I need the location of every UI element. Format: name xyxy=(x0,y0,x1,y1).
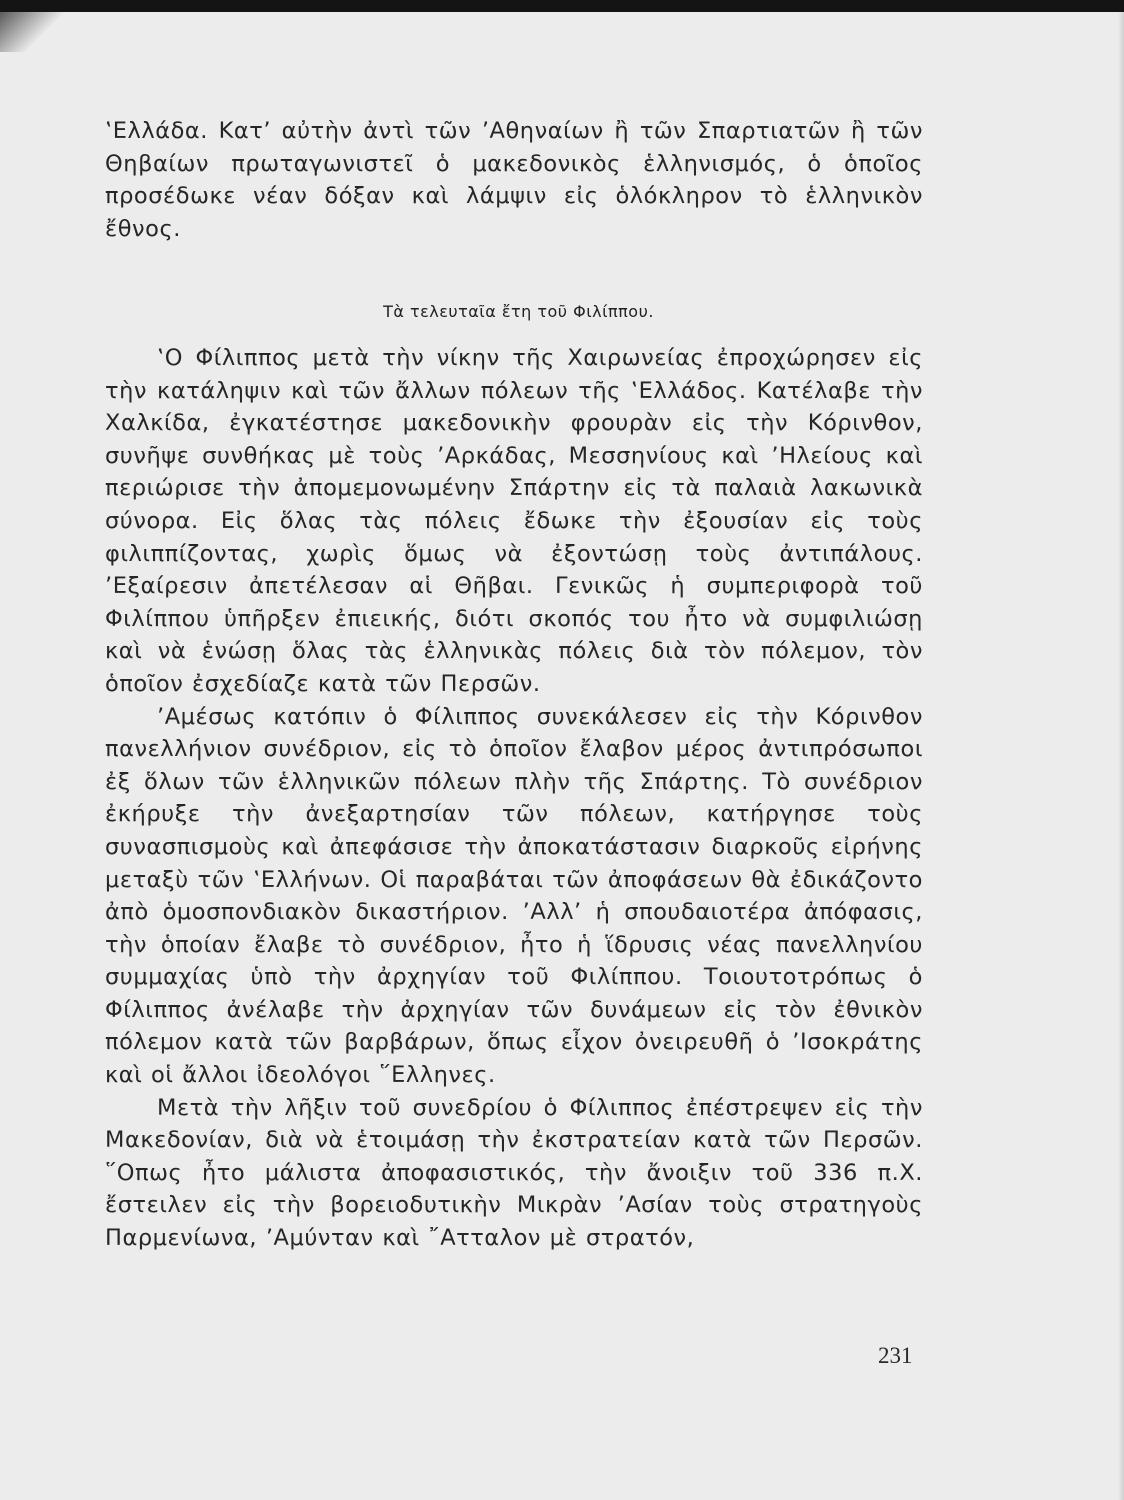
page-number: 231 xyxy=(878,1343,913,1368)
intro-text-block xyxy=(105,115,923,245)
intro-paragraph: ‛Ελλάδα. Κατ’ αὐτὴν ἀντὶ τῶν ’Αθηναίων ἢ τῶν Σπαρτιατῶν ἢ τῶν Θηβαίων πρωταγωνιστεῖ ὁ μακεδονικὸς ἑλληνισμός, ὁ ὁποῖος προσέδωκε νέαν δόξαν καὶ λάμψιν εἰς ὁλόκληρον τὸ ἑλληνικὸν ἔθνος. xyxy=(105,118,923,242)
scan-corner-shadow xyxy=(0,12,70,52)
body-paragraph: Μετὰ τὴν λῆξιν τοῦ συνεδρίου ὁ Φίλιππος ἐπέστρεψεν εἰς τὴν Μακεδονίαν, διὰ νὰ ἑτοιμάσῃ τὴν ἐκστρατείαν κατὰ τῶν Περσῶν. ῞Οπως ἦτο μάλιστα ἀποφασιστικός, τὴν ἄνοιξιν τοῦ 336 π.Χ. ἔστειλεν εἰς τὴν βορειοδυτικὴν Μικρὰν ’Ασίαν τοὺς στρατηγοὺς Παρμενίωνα, ’Αμύνταν καὶ ῎Ατταλον μὲ στρατόν, xyxy=(105,1094,923,1252)
body-text-block xyxy=(105,342,923,1255)
book-page xyxy=(0,12,1124,1500)
body-paragraph: ’Αμέσως κατόπιν ὁ Φίλιππος συνεκάλεσεν εἰς τὴν Κόρινθον πανελλήνιον συνέδριον, εἰς τὸ ὁποῖον ἔλαβον μέρος ἀντιπρόσωποι ἐξ ὅλων τῶν ἑλληνικῶν πόλεων πλὴν τῆς Σπάρτης. Τὸ συνέδριον ἐκήρυξε τὴν ἀνεξαρτησίαν τῶν πόλεων, κατήργησε τοὺς συνασπισμοὺς καὶ ἀπεφάσισε τὴν ἀποκατάστασιν διαρκοῦς εἰρήνης μεταξὺ τῶν ‛Ελλήνων. Οἱ παραβάται τῶν ἀποφάσεων θὰ ἐδικάζοντο ἀπὸ ὁμοσπονδιακὸν δικαστήριον. ’Αλλ’ ἡ σπουδαιοτέρα ἀπόφασις, τὴν ὁποίαν ἔλαβε τὸ συνέδριον, ἦτο ἡ ἵδρυσις νέας πανελληνίου συμμαχίας ὑπὸ τὴν ἀρχηγίαν τοῦ Φιλίππου. Τοιουτοτρόπως ὁ Φίλιππος ἀνέλαβε τὴν ἀρχηγίαν τῶν δυνάμεων εἰς τὸν ἐθνικὸν πόλεμον κατὰ τῶν βαρβάρων, ὅπως εἶχον ὀνειρευθῆ ὁ ’Ισοκράτης καὶ οἱ ἄλλοι ἰδεολόγοι ῞Ελληνες. xyxy=(105,703,923,1089)
section-heading: Τὰ τελευταῖα ἔτη τοῦ Φιλίππου. xyxy=(383,302,654,321)
page-edge-shading xyxy=(1118,12,1124,1500)
body-paragraph: ‛Ο Φίλιππος μετὰ τὴν νίκην τῆς Χαιρωνείας ἐπροχώρησεν εἰς τὴν κατάληψιν καὶ τῶν ἄλλων πόλεων τῆς ‛Ελλάδος. Κατέλαβε τὴν Χαλκίδα, ἐγκατέστησε μακεδονικὴν φρουρὰν εἰς τὴν Κόρινθον, συνῆψε συνθήκας μὲ τοὺς ’Αρκάδας, Μεσσηνίους καὶ ’Ηλείους καὶ περιώρισε τὴν ἀπομεμονωμένην Σπάρτην εἰς τὰ παλαιὰ λακωνικὰ σύνορα. Εἰς ὅλας τὰς πόλεις ἔδωκε τὴν ἐξουσίαν εἰς τοὺς φιλιππίζοντας, χωρὶς ὅμως νὰ ἐξοντώσῃ τοὺς ἀντιπάλους. ’Εξαίρεσιν ἀπετέλεσαν αἱ Θῆβαι. Γενικῶς ἡ συμπεριφορὰ τοῦ Φιλίππου ὑπῆρξεν ἐπιεικής, διότι σκοπός του ἦτο νὰ συμφιλιώσῃ καὶ νὰ ἑνώσῃ ὅλας τὰς ἑλληνικὰς πόλεις διὰ τὸν πόλεμον, τὸν ὁποῖον ἐσχεδίαζε κατὰ τῶν Περσῶν. xyxy=(105,345,923,697)
